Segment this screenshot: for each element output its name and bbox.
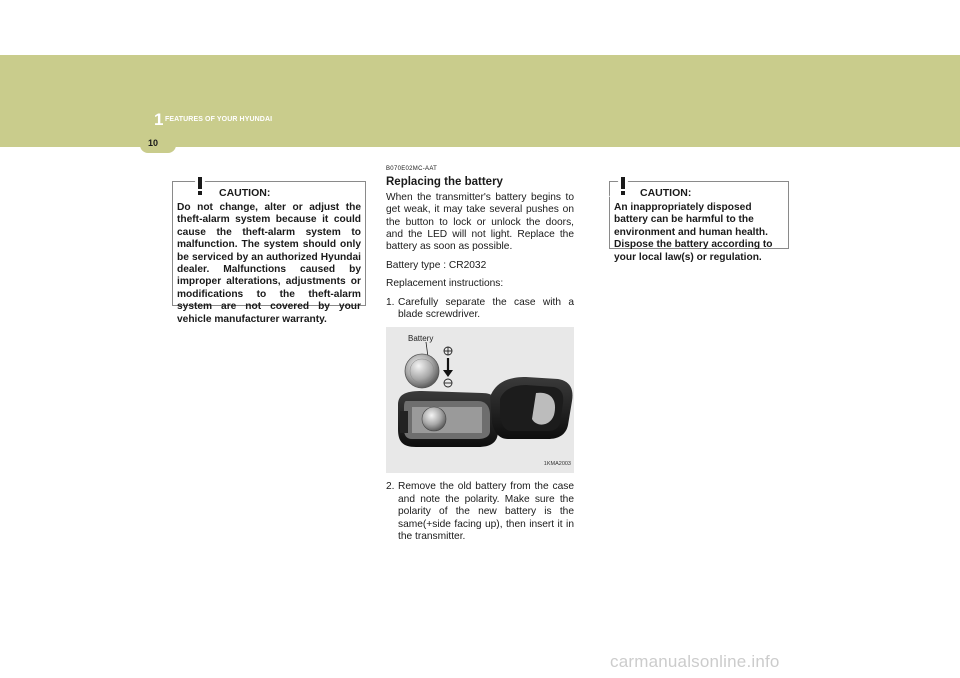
page-number: 10 xyxy=(148,138,159,148)
figure-code: 1KMA2003 xyxy=(543,461,571,468)
caution-label: CAUTION: xyxy=(640,187,692,199)
instructions-label: Replacement instructions: xyxy=(386,278,504,290)
step-text: Remove the old battery from the case and note the polarity. Make sure the polarity of the new battery is the same(+side facing up), then insert it in the transmitter. xyxy=(398,481,574,543)
instruction-steps-continued xyxy=(386,481,574,543)
caution-label: CAUTION: xyxy=(219,187,271,199)
battery-replacement-section xyxy=(386,163,574,544)
instruction-steps xyxy=(386,297,574,322)
battery-figure xyxy=(386,327,574,473)
arrow-down-icon xyxy=(443,370,453,377)
caution-box-battery-disposal xyxy=(609,181,789,263)
caution-text: Do not change, alter or adjust the theft-alarm system because it could cause the theft-alarm system to malfunction. The system should only be serviced by an authorized Hyundai dealer. Malfunctions caused by improper alterations, adjustments or modifications to the theft-alarm system are not covered by your vehicle manufacturer warranty. xyxy=(177,202,361,325)
warning-icon xyxy=(185,172,215,198)
chapter-title: FEATURES OF YOUR HYUNDAI xyxy=(165,116,273,123)
intro-paragraph: When the transmitter's battery begins to get weak, it may take several pushes on the button to lock or unlock the doors, and the LED will not light. Replace the battery as soon as possible. xyxy=(386,191,574,253)
caution-box-theft-alarm xyxy=(172,181,366,325)
section-ref-code: B070E02MC-AAT xyxy=(386,166,438,172)
step-2 xyxy=(386,481,574,543)
step-1 xyxy=(386,297,574,322)
step-number: 2. xyxy=(386,481,395,493)
step-number: 1. xyxy=(386,296,395,308)
battery-label: Battery xyxy=(408,334,434,344)
header-band xyxy=(0,55,960,147)
warning-icon xyxy=(608,172,638,198)
watermark: carmanualsonline.info xyxy=(610,652,780,671)
battery-type: Battery type : CR2032 xyxy=(386,259,487,271)
section-title: Replacing the battery xyxy=(386,176,503,189)
chapter-number: 1 xyxy=(154,110,164,129)
step-text: Carefully separate the case with a blade screwdriver. xyxy=(398,296,574,321)
transmitter-illustration xyxy=(386,327,574,473)
caution-text: An inappropriately disposed battery can be harmful to the environment and human health. Dispose the battery according to your local law(s) or regulation. xyxy=(614,202,773,263)
